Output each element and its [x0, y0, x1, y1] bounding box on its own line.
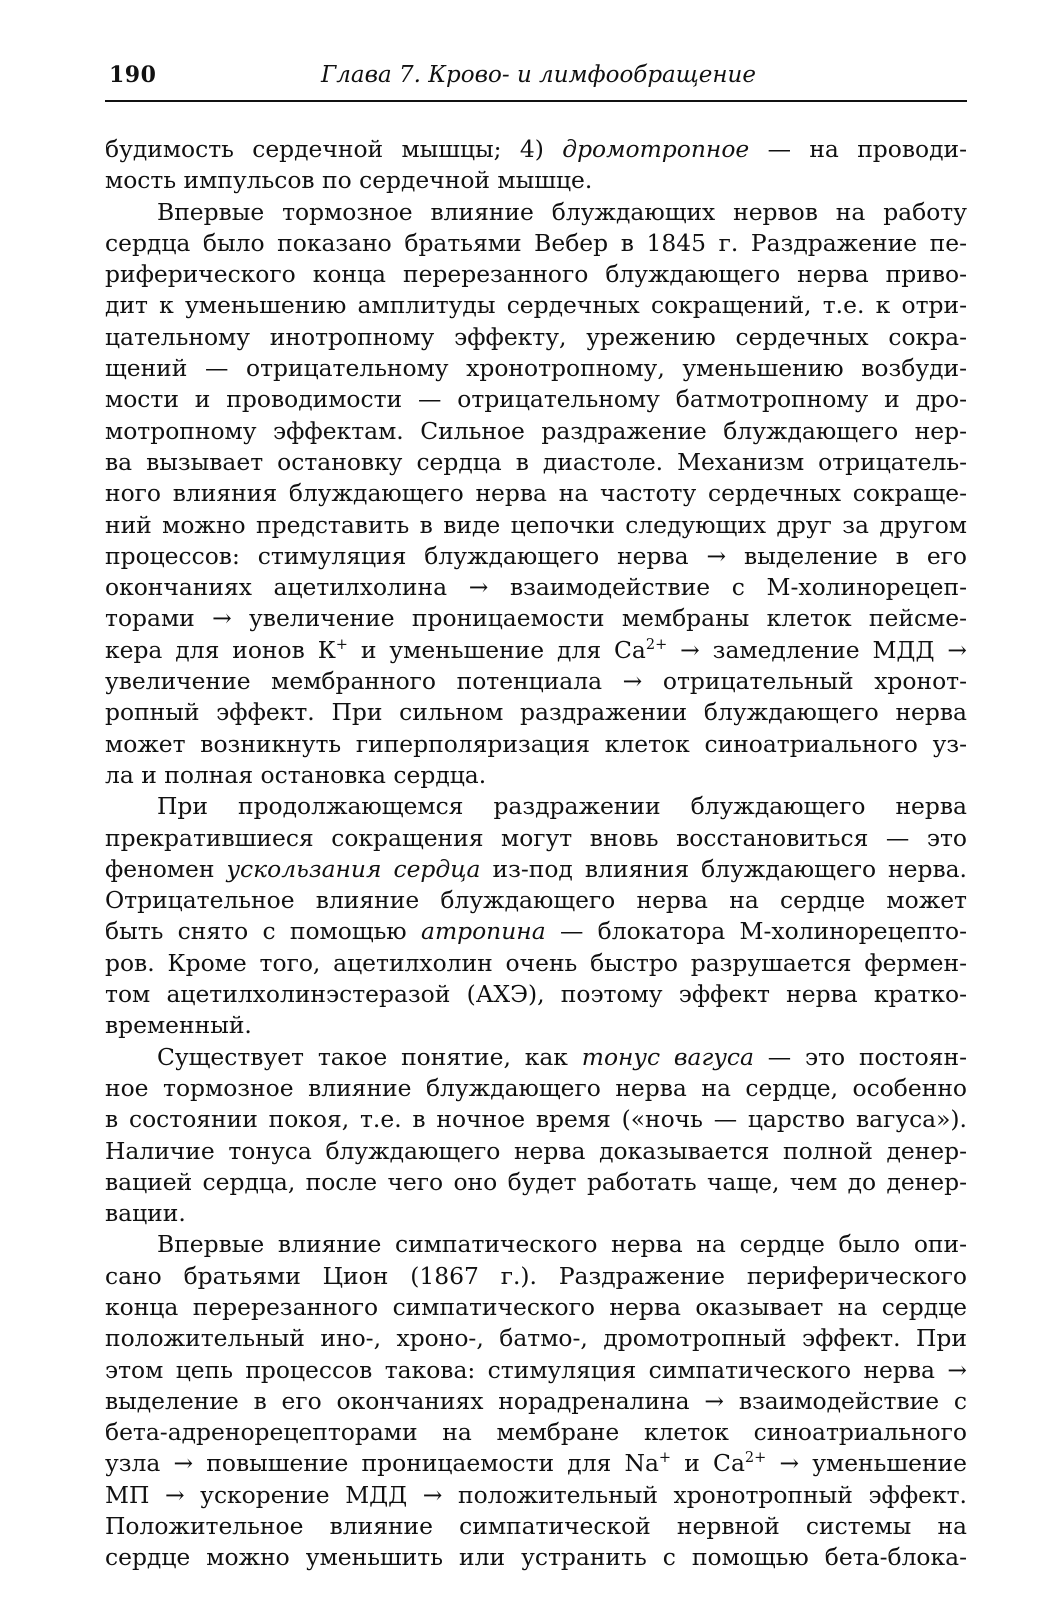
text-line	[105, 1104, 967, 1135]
text-line	[105, 165, 967, 196]
text-line	[105, 760, 967, 791]
superscript: +	[335, 636, 348, 653]
text-segment: бета-адренорецепторами на мембране клеток синоатриального	[105, 1418, 967, 1447]
superscript: +	[658, 1450, 672, 1467]
text-line	[105, 541, 967, 572]
italic-term: атропина	[421, 917, 546, 946]
text-line	[105, 1292, 967, 1323]
text-line	[105, 885, 967, 916]
text-segment: феномен	[105, 854, 227, 883]
text-segment: Впервые влияние симпатического нерва на сердце было опи-	[157, 1230, 967, 1259]
text-line	[105, 1167, 967, 1198]
text-line	[105, 854, 967, 885]
text-line	[105, 416, 967, 447]
text-segment: ропный эффект. При сильном раздражении блуждающего нерва	[105, 698, 967, 727]
text-segment: окончаниях ацетилхолина → взаимодействие с М-холинорецеп-	[105, 573, 967, 602]
text-segment: в состоянии покоя, т.е. в ночное время («ночь — царство вагуса»).	[105, 1105, 967, 1134]
book-page	[105, 0, 967, 1574]
paragraph	[105, 197, 967, 792]
text-segment: быть снято с помощью	[105, 917, 421, 946]
text-line	[105, 1042, 967, 1073]
text-line	[105, 353, 967, 384]
paragraph	[105, 134, 967, 197]
text-line	[105, 1386, 967, 1417]
text-line	[105, 228, 967, 259]
text-segment: вацией сердца, после чего оно будет работать чаще, чем до денер-	[105, 1167, 967, 1196]
running-title: Глава 7. Крово- и лимфообращение	[321, 62, 756, 88]
text-segment: ного влияния блуждающего нерва на частоту сердечных сокраще-	[105, 479, 967, 508]
text-segment: прекратившиеся сокращения могут вновь восстановиться — это	[105, 823, 967, 852]
text-segment: дит к уменьшению амплитуды сердечных сокращений, т.е. к отри-	[105, 291, 967, 320]
text-line	[105, 1448, 967, 1479]
text-line	[105, 1136, 967, 1167]
text-line	[105, 478, 967, 509]
text-segment: мость импульсов по сердечной мышце.	[105, 166, 593, 195]
text-line	[105, 447, 967, 478]
text-segment: выделение в его окончаниях норадреналина → взаимодействие с	[105, 1386, 967, 1415]
text-segment: кера для ионов К	[105, 635, 336, 664]
text-line	[105, 729, 967, 760]
text-segment: ний можно представить в виде цепочки следующих друг за другом	[105, 510, 967, 539]
text-segment: мости и проводимости — отрицательному батмотропному и дро-	[105, 385, 967, 414]
header-rule	[105, 100, 967, 102]
text-line	[105, 697, 967, 728]
text-segment: и Са	[671, 1449, 745, 1478]
text-segment: сано братьями Цион (1867 г.). Раздражение периферического	[105, 1261, 967, 1290]
text-segment: процессов: стимуляция блуждающего нерва → выделение в его	[105, 541, 967, 570]
text-line	[105, 1073, 967, 1104]
text-segment: → уменьшение	[766, 1449, 967, 1478]
text-line	[105, 1323, 967, 1354]
page-number: 190	[109, 62, 157, 88]
text-segment: том ацетилхолинэстеразой (АХЭ), поэтому эффект нерва кратко-	[105, 980, 967, 1009]
text-segment: сердце можно уменьшить или устранить с помощью бета-блока-	[105, 1543, 967, 1572]
text-segment: будимость сердечной мышцы; 4)	[105, 135, 563, 163]
superscript: 2+	[645, 636, 668, 653]
text-segment: увеличение мембранного потенциала → отрицательный хронот-	[105, 667, 967, 696]
text-line	[105, 259, 967, 290]
text-line	[105, 635, 967, 666]
text-segment: Положительное влияние симпатической нервной системы на	[105, 1512, 967, 1541]
italic-term: ускользания сердца	[226, 854, 481, 883]
text-line	[105, 1355, 967, 1386]
text-segment: — это постоян-	[753, 1042, 967, 1071]
text-segment: конца перерезанного симпатического нерва оказывает на сердце	[105, 1292, 967, 1321]
text-segment: из-под влияния блуждающего нерва.	[480, 854, 967, 883]
text-segment: Впервые тормозное влияние блуждающих нервов на работу	[157, 197, 967, 226]
paragraph	[105, 791, 967, 1041]
text-line	[105, 603, 967, 634]
italic-term: дромотропное	[562, 135, 750, 163]
text-segment: мотропному эффектам. Сильное раздражение блуждающего нер-	[105, 416, 967, 445]
paragraph	[105, 1229, 967, 1573]
text-segment: ва вызывает остановку сердца в диастоле. Механизм отрицатель-	[105, 447, 967, 476]
page-header	[105, 0, 967, 110]
text-line	[105, 823, 967, 854]
text-segment: риферического конца перерезанного блуждающего нерва приво-	[105, 260, 967, 289]
text-line	[105, 1229, 967, 1260]
text-segment: ла и полная остановка сердца.	[105, 760, 487, 789]
text-segment: цательному инотропному эффекту, урежению сердечных сокра-	[105, 322, 967, 351]
text-segment: и уменьшение для Са	[347, 635, 646, 664]
text-segment: При продолжающемся раздражении блуждающего нерва	[157, 792, 967, 821]
text-segment: положительный ино-, хроно-, батмо-, дромотропный эффект. При	[105, 1324, 967, 1353]
superscript: 2+	[744, 1450, 767, 1467]
text-segment: ров. Кроме того, ацетилхолин очень быстро разрушается фермен-	[105, 948, 967, 977]
text-line	[105, 948, 967, 979]
text-line	[105, 1010, 967, 1041]
body-text	[105, 134, 967, 1574]
text-segment: МП → ускорение МДД → положительный хронотропный эффект.	[105, 1480, 967, 1509]
text-line	[105, 666, 967, 697]
text-line	[105, 290, 967, 321]
paragraph	[105, 1042, 967, 1230]
text-segment: Отрицательное влияние блуждающего нерва на сердце может	[105, 886, 967, 915]
text-line	[105, 1198, 967, 1229]
text-segment: — блокатора М-холинорецепто-	[545, 917, 967, 946]
text-segment: щений — отрицательному хронотропному, уменьшению возбуди-	[105, 354, 967, 383]
text-segment: Наличие тонуса блуждающего нерва доказывается полной денер-	[105, 1136, 967, 1165]
text-line	[105, 1542, 967, 1573]
text-line	[105, 1480, 967, 1511]
text-line	[105, 1417, 967, 1448]
text-segment: — на проводи-	[749, 135, 967, 163]
text-segment: этом цепь процессов такова: стимуляция симпатического нерва →	[105, 1355, 967, 1384]
text-segment: Существует такое понятие, как	[157, 1042, 582, 1071]
text-line	[105, 384, 967, 415]
text-segment: ное тормозное влияние блуждающего нерва на сердце, особенно	[105, 1073, 967, 1102]
text-line	[105, 916, 967, 947]
text-segment: торами → увеличение проницаемости мембраны клеток пейсме-	[105, 604, 967, 633]
text-line	[105, 1511, 967, 1542]
text-segment: вации.	[105, 1199, 186, 1228]
text-segment: → замедление МДД →	[667, 635, 967, 664]
text-line	[105, 979, 967, 1010]
text-line	[105, 1261, 967, 1292]
text-line	[105, 322, 967, 353]
text-line	[105, 134, 967, 165]
text-segment: узла → повышение проницаемости для Na	[105, 1449, 659, 1478]
text-segment: временный.	[105, 1011, 252, 1040]
text-segment: сердца было показано братьями Вебер в 1845 г. Раздражение пе-	[105, 228, 967, 257]
text-segment: может возникнуть гиперполяризация клеток синоатриального уз-	[105, 729, 967, 758]
text-line	[105, 510, 967, 541]
text-line	[105, 197, 967, 228]
italic-term: тонус вагуса	[581, 1042, 754, 1071]
text-line	[105, 791, 967, 822]
text-line	[105, 572, 967, 603]
